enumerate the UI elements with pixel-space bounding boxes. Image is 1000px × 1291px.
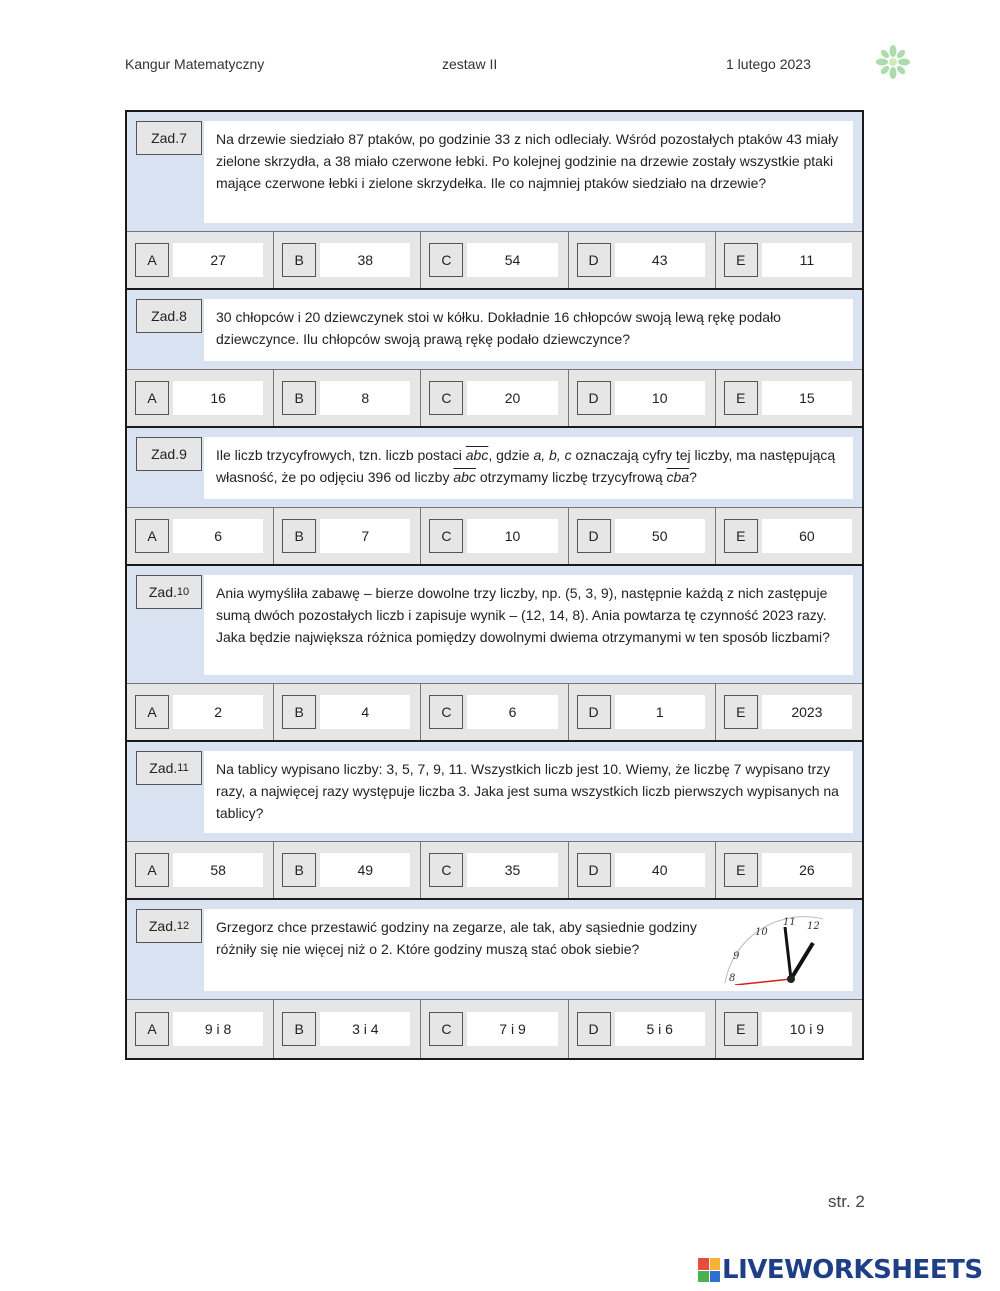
page-number: str. 2 bbox=[828, 1192, 865, 1211]
answer-letter: B bbox=[282, 853, 316, 887]
answer-letter: D bbox=[577, 381, 611, 415]
task-8-answer-d[interactable] bbox=[569, 370, 716, 426]
answer-value: 4 bbox=[320, 695, 410, 729]
answer-value: 1 bbox=[615, 695, 705, 729]
task-7-answer-a[interactable] bbox=[127, 232, 274, 288]
task-12-label bbox=[136, 909, 202, 943]
answer-value: 16 bbox=[173, 381, 263, 415]
task-12-body: Grzegorz chce przestawić godziny na zegarze, ale tak, aby sąsiednie godziny różniły się nie więcej niż o 2. Które godziny muszą stać obok siebie? bbox=[216, 919, 697, 957]
answer-value: 11 bbox=[762, 243, 852, 277]
answer-value: 6 bbox=[173, 519, 263, 553]
text-segment: ? bbox=[689, 469, 697, 485]
task-8-answer-c[interactable] bbox=[421, 370, 568, 426]
answer-letter: E bbox=[724, 1012, 758, 1046]
task-9-answer-a[interactable] bbox=[127, 508, 274, 564]
clock-number: 12 bbox=[807, 921, 820, 932]
answer-value: 27 bbox=[173, 243, 263, 277]
clock-number: 9 bbox=[733, 951, 740, 962]
cba-overline: $\overline{cba}$ bbox=[666, 469, 690, 485]
answer-letter: D bbox=[577, 695, 611, 729]
answer-letter: A bbox=[135, 1012, 169, 1046]
task-12-answer-b[interactable] bbox=[274, 1000, 421, 1058]
text-segment: otrzymamy liczbę trzycyfrową bbox=[475, 469, 667, 485]
abc-overline: $\overline{abc}$ bbox=[453, 469, 476, 485]
task-7-text: Na drzewie siedziało 87 ptaków, po godzinie 33 z nich odleciały. Wśród pozostałych ptaków 43 miały zielone skrzydła, a 38 miało czerwone łebki. Po kolejnej godzinie na drzewie zostały wszystkie ptaki mające czerwone łebki i zielone skrzydełka. Ile co najmniej ptaków siedziało na drzewie? bbox=[204, 121, 853, 223]
task-11-answer-b[interactable] bbox=[274, 842, 421, 898]
task-10-answer-a[interactable] bbox=[127, 684, 274, 740]
clock-number: 10 bbox=[755, 927, 768, 938]
answer-value: 7 i 9 bbox=[467, 1012, 557, 1046]
task-12-answer-e[interactable] bbox=[716, 1000, 862, 1058]
task-label-text: Zad. bbox=[148, 584, 177, 600]
task-7-answer-b[interactable] bbox=[274, 232, 421, 288]
task-12-answer-a[interactable] bbox=[127, 1000, 274, 1058]
task-7-answers bbox=[127, 232, 862, 290]
task-10-question bbox=[127, 566, 862, 684]
task-8-question bbox=[127, 290, 862, 370]
task-11-answer-e[interactable] bbox=[716, 842, 862, 898]
answer-letter: E bbox=[724, 381, 758, 415]
task-label-text: Zad. bbox=[149, 760, 178, 776]
task-8-text: 30 chłopców i 20 dziewczynek stoi w kółku. Dokładnie 16 chłopców swoją lewą rękę podało dziewczynce. Ilu chłopców swoją prawą rękę podało dziewczynce? bbox=[204, 299, 853, 361]
task-11-question bbox=[127, 742, 862, 842]
task-8-answer-b[interactable] bbox=[274, 370, 421, 426]
text-segment: , gdzie bbox=[488, 447, 534, 463]
tasks-table bbox=[125, 110, 864, 1060]
answer-value: 20 bbox=[467, 381, 557, 415]
task-11-answer-c[interactable] bbox=[421, 842, 568, 898]
task-7-answer-d[interactable] bbox=[569, 232, 716, 288]
answer-letter: E bbox=[724, 853, 758, 887]
task-8-answer-a[interactable] bbox=[127, 370, 274, 426]
answer-letter: C bbox=[429, 853, 463, 887]
answer-value: 35 bbox=[467, 853, 557, 887]
task-label-text: Zad. bbox=[148, 918, 177, 934]
answer-letter: C bbox=[429, 381, 463, 415]
answer-letter: C bbox=[429, 519, 463, 553]
answer-value: 6 bbox=[467, 695, 557, 729]
answer-letter: D bbox=[577, 519, 611, 553]
task-11-text: Na tablicy wypisano liczby: 3, 5, 7, 9, 11. Wszystkich liczb jest 10. Wiemy, że liczbę 7 wypisano trzy razy, a najwięcej razy występuje liczba 3. Jaka jest suma wszystkich liczb pierwszych wypisanych na tablicy? bbox=[204, 751, 853, 833]
task-12-question bbox=[127, 900, 862, 1000]
task-12-answer-d[interactable] bbox=[569, 1000, 716, 1058]
task-8-label: Zad.8 bbox=[136, 299, 202, 333]
digit-variables: a, b, c bbox=[533, 447, 572, 463]
task-10-answer-b[interactable] bbox=[274, 684, 421, 740]
task-10-answer-e[interactable] bbox=[716, 684, 862, 740]
task-label-number: 11 bbox=[177, 762, 189, 774]
answer-value: 7 bbox=[320, 519, 410, 553]
task-10-answers bbox=[127, 684, 862, 742]
answer-letter: D bbox=[577, 1012, 611, 1046]
answer-letter: A bbox=[135, 381, 169, 415]
answer-value: 3 i 4 bbox=[320, 1012, 410, 1046]
answer-letter: B bbox=[282, 695, 316, 729]
logo-mark-icon bbox=[698, 1258, 720, 1282]
answer-value: 2 bbox=[173, 695, 263, 729]
task-10-answer-c[interactable] bbox=[421, 684, 568, 740]
task-label-number: 12 bbox=[176, 920, 190, 932]
answer-value: 40 bbox=[615, 853, 705, 887]
answer-value: 8 bbox=[320, 381, 410, 415]
answer-letter: A bbox=[135, 243, 169, 277]
answer-letter: B bbox=[282, 1012, 316, 1046]
answer-value: 15 bbox=[762, 381, 852, 415]
task-11-answers bbox=[127, 842, 862, 900]
text-segment: oznaczają cyfry tej liczby, ma następującą własność, że po odjęciu 396 od liczby bbox=[216, 447, 836, 485]
task-12-answer-c[interactable] bbox=[421, 1000, 568, 1058]
flower-decoration-icon bbox=[872, 42, 914, 82]
answer-letter: E bbox=[724, 243, 758, 277]
answer-value: 50 bbox=[615, 519, 705, 553]
answer-letter: A bbox=[135, 853, 169, 887]
logo-square bbox=[698, 1271, 709, 1283]
answer-value: 54 bbox=[467, 243, 557, 277]
answer-value: 26 bbox=[762, 853, 852, 887]
liveworksheets-logo[interactable] bbox=[698, 1255, 983, 1285]
abc-overline: $\overline{abc}$ bbox=[465, 447, 489, 463]
answer-letter: A bbox=[135, 519, 169, 553]
text-segment: Ile liczb trzycyfrowych, tzn. liczb postaci bbox=[216, 447, 466, 463]
task-11-answer-d[interactable] bbox=[569, 842, 716, 898]
clock-image bbox=[715, 913, 835, 985]
answer-letter: E bbox=[724, 519, 758, 553]
answer-letter: A bbox=[135, 695, 169, 729]
task-7-answer-c[interactable] bbox=[421, 232, 568, 288]
answer-letter: D bbox=[577, 853, 611, 887]
task-10-text: Ania wymyśliła zabawę – bierze dowolne trzy liczby, np. (5, 3, 9), następnie każdą z nich zastępuje sumą dwóch pozostałych liczb i zapisuje wynik – (12, 14, 8). Ania powtarza tę czynność 2023 razy. Jaka będzie największa różnica pomiędzy dowolnymi dwiema otrzymanymi w ten sposób liczbami? bbox=[204, 575, 853, 675]
task-9-answer-d[interactable] bbox=[569, 508, 716, 564]
answer-letter: C bbox=[429, 695, 463, 729]
clock-number: 11 bbox=[783, 917, 796, 928]
task-label-number: 10 bbox=[176, 586, 190, 598]
task-8-answer-e[interactable] bbox=[716, 370, 862, 426]
logo-text: LIVEWORKSHEETS bbox=[722, 1255, 983, 1285]
task-11-label bbox=[136, 751, 202, 785]
header-date: 1 lutego 2023 bbox=[726, 56, 811, 72]
task-8-answers bbox=[127, 370, 862, 428]
task-9-answer-e[interactable] bbox=[716, 508, 862, 564]
answer-value: 5 i 6 bbox=[615, 1012, 705, 1046]
answer-value: 10 bbox=[615, 381, 705, 415]
task-12-text bbox=[204, 909, 853, 991]
answer-value: 2023 bbox=[762, 695, 852, 729]
task-9-answer-c[interactable] bbox=[421, 508, 568, 564]
answer-letter: C bbox=[429, 1012, 463, 1046]
task-10-answer-d[interactable] bbox=[569, 684, 716, 740]
answer-value: 60 bbox=[762, 519, 852, 553]
answer-value: 38 bbox=[320, 243, 410, 277]
answer-letter: C bbox=[429, 243, 463, 277]
answer-value: 43 bbox=[615, 243, 705, 277]
task-11-answer-a[interactable] bbox=[127, 842, 274, 898]
answer-value: 58 bbox=[173, 853, 263, 887]
answer-letter: D bbox=[577, 243, 611, 277]
answer-letter: B bbox=[282, 243, 316, 277]
clock-number: 8 bbox=[729, 973, 736, 984]
task-7-question bbox=[127, 112, 862, 232]
logo-square bbox=[710, 1271, 721, 1283]
task-10-label bbox=[136, 575, 202, 609]
task-9-text bbox=[204, 437, 853, 499]
task-12-answers bbox=[127, 1000, 862, 1058]
task-9-answers bbox=[127, 508, 862, 566]
answer-letter: B bbox=[282, 381, 316, 415]
answer-letter: E bbox=[724, 695, 758, 729]
answer-letter: B bbox=[282, 519, 316, 553]
logo-square bbox=[710, 1258, 721, 1270]
task-7-answer-e[interactable] bbox=[716, 232, 862, 288]
task-7-label: Zad.7 bbox=[136, 121, 202, 155]
answer-value: 9 i 8 bbox=[173, 1012, 263, 1046]
logo-square bbox=[698, 1258, 709, 1270]
task-9-answer-b[interactable] bbox=[274, 508, 421, 564]
task-9-label: Zad.9 bbox=[136, 437, 202, 471]
answer-value: 49 bbox=[320, 853, 410, 887]
header-left: Kangur Matematyczny bbox=[125, 56, 265, 72]
header-center: zestaw II bbox=[442, 56, 498, 72]
answer-value: 10 i 9 bbox=[762, 1012, 852, 1046]
task-9-question bbox=[127, 428, 862, 508]
answer-value: 10 bbox=[467, 519, 557, 553]
